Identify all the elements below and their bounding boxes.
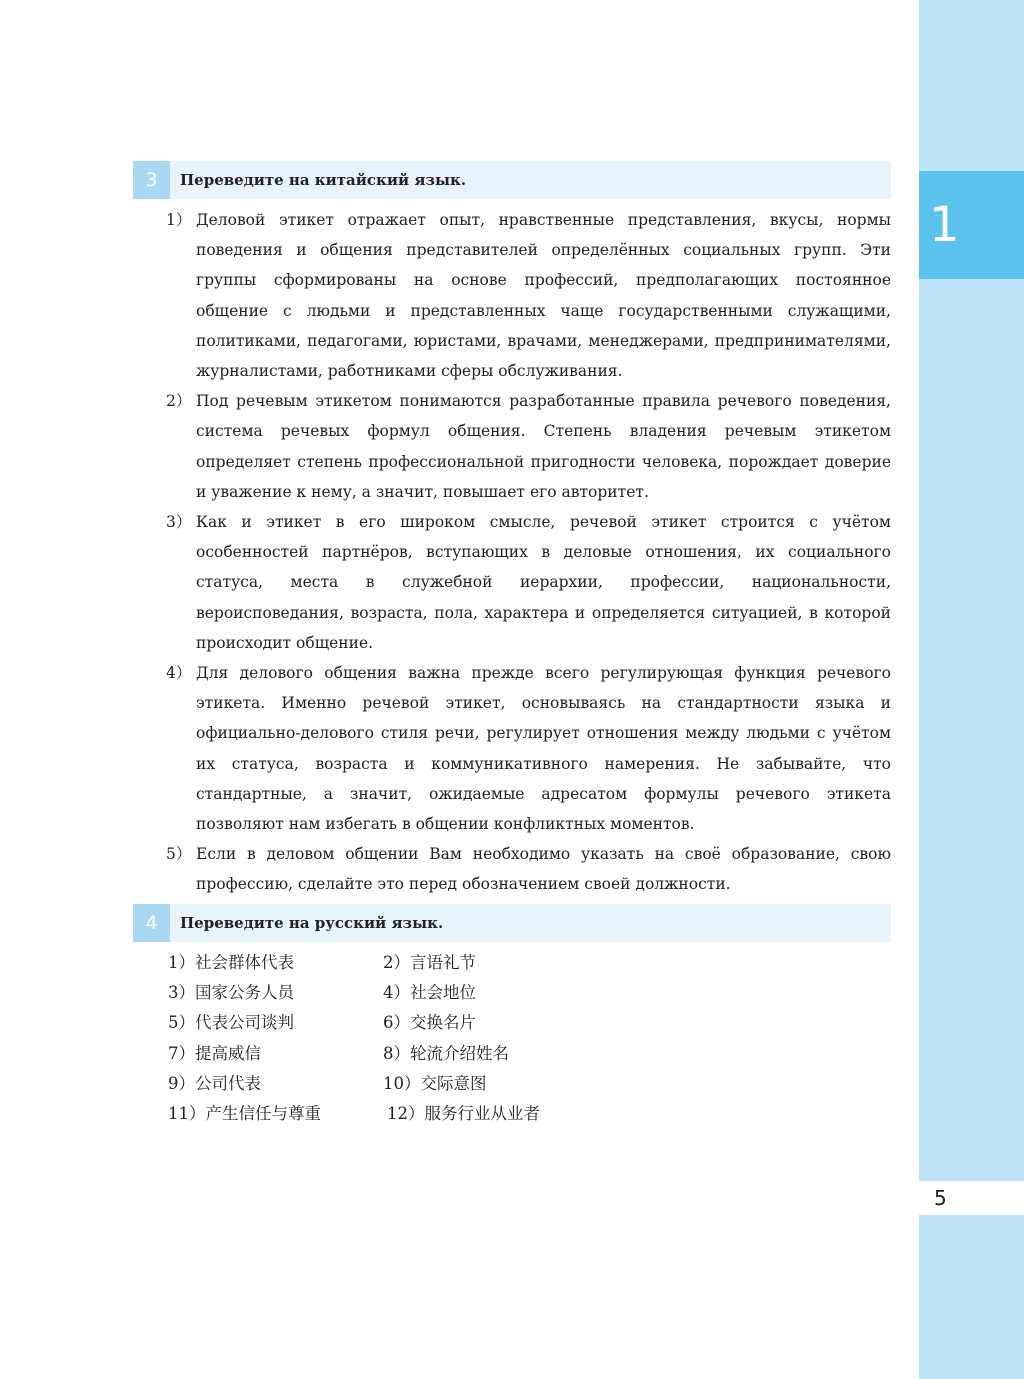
exercise-item-1: [166, 205, 891, 386]
item-text: Деловой этикет отражает опыт, нравственные представления, вкусы, нормы поведения и общения представителей определённых социальных групп. Эти группы сформированы на основе профессий, предполагающих постоянное общение с людьми и представленных чаще государственными служащими, политиками, педагогами, юристами, врачами, менеджерами, предпринимателями, журналистами, работниками сферы обслуживания.: [196, 211, 891, 381]
exercise-item-2: [166, 386, 891, 507]
item-number: 2）: [166, 392, 192, 411]
section-4-number: 4: [133, 904, 170, 942]
vocab-item: 2）言语礼节: [383, 953, 476, 972]
vocab-item: 7）提高威信: [168, 1043, 261, 1063]
chapter-number: 1: [929, 197, 960, 253]
item-number: 3）: [166, 513, 192, 532]
vocab-item: 1）社会群体代表: [168, 953, 294, 972]
exercise-item-3: [166, 507, 891, 658]
item-number: 4）: [166, 664, 192, 683]
vocab-item: 9）公司代表: [168, 1073, 261, 1093]
vocab-item: 8）轮流介绍姓名: [383, 1043, 509, 1063]
section-3-items: [166, 205, 891, 900]
section-4-title: Переведите на русский язык.: [180, 914, 444, 932]
item-text: Для делового общения важна прежде всего регулирующая функция речевого этикета. Именно речевой этикет, основываясь на стандартности языка и официально-делового стиля речи, регулирует отношения между людьми с учётом их статуса, возраста и коммуникативного намерения. Не забывайте, что стандартные, а значит, ожидаемые адресатом формулы речевого этикета позволяют нам избегать в общении конфликтных моментов.: [196, 664, 891, 834]
section-4-header: [133, 904, 891, 942]
page-number-label: 5: [934, 1186, 947, 1210]
item-text: Если в деловом общении Вам необходимо указать на своё образование, свою профессию, сделайте это перед обозначением своей должности.: [196, 845, 891, 894]
section-3-title: Переведите на китайский язык.: [180, 171, 467, 189]
vocab-item: 12）服务行业从业者: [387, 1103, 540, 1123]
section-3-header: [133, 161, 891, 199]
vocab-item: 4）社会地位: [383, 983, 476, 1003]
section-3-number: 3: [133, 161, 170, 199]
item-number: 1）: [166, 211, 192, 229]
item-number: 5）: [166, 845, 192, 864]
page-number: [919, 1181, 1024, 1215]
item-text: Под речевым этикетом понимаются разработанные правила речевого поведения, система речевых формул общения. Степень владения речевым этикетом определяет степень профессиональной пригодности человека, порождает доверие и уважение к нему, а значит, повышает его авторитет.: [196, 392, 891, 501]
vocab-item: 3）国家公务人员: [168, 983, 294, 1003]
vocab-item: 5）代表公司谈判: [168, 1013, 294, 1033]
exercise-item-5: [166, 839, 891, 899]
exercise-item-4: [166, 658, 891, 839]
chapter-tab: [919, 171, 1024, 279]
item-text: Как и этикет в его широком смысле, речевой этикет строится с учётом особенностей партнёров, вступающих в деловые отношения, их социального статуса, места в служебной иерархии, профессии, национальности, вероисповедания, возраста, пола, характера и определяется ситуацией, в которой происходит общение.: [196, 513, 891, 652]
vocab-item: 11）产生信任与尊重: [168, 1103, 321, 1123]
vocab-item: 10）交际意图: [383, 1073, 487, 1093]
vocab-item: 6）交换名片: [383, 1013, 476, 1033]
